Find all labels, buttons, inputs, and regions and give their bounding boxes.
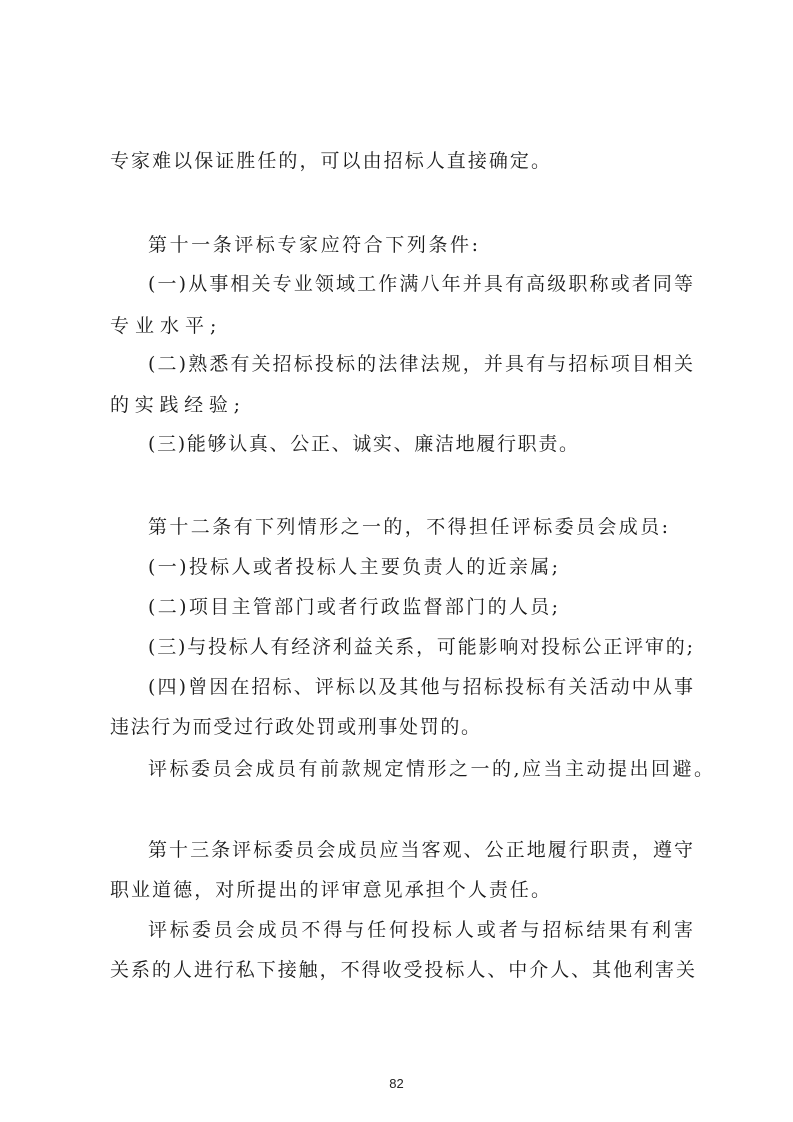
text-line: 关系的人进行私下接触，不得收受投标人、中介人、其他利害关 bbox=[110, 959, 697, 981]
text-line: 专业水平; bbox=[110, 315, 223, 337]
text-line: (一)投标人或者投标人主要负责人的近亲属; bbox=[148, 556, 561, 578]
article-heading: 第十三条评标委员会成员应当客观、公正地履行职责，遵守 bbox=[148, 839, 696, 861]
text-line: 违法行为而受过行政处罚或刑事处罚的。 bbox=[110, 716, 482, 738]
text-line: 职业道德，对所提出的评审意见承担个人责任。 bbox=[110, 879, 553, 901]
page-number: 82 bbox=[389, 1076, 404, 1091]
article-heading: 第十一条评标专家应符合下列条件: bbox=[148, 234, 481, 256]
text-line: (四)曾因在招标、评标以及其他与招标投标有关活动中从事 bbox=[148, 676, 696, 698]
text-line: 的实践经验; bbox=[110, 394, 246, 416]
text-line: 评标委员会成员不得与任何投标人或者与招标结果有利害 bbox=[148, 919, 696, 941]
text-line: (三)与投标人有经济利益关系，可能影响对投标公正评审的; bbox=[148, 636, 695, 658]
text-line: (三)能够认真、公正、诚实、廉洁地履行职责。 bbox=[148, 433, 580, 455]
text-line: 专家难以保证胜任的，可以由招标人直接确定。 bbox=[110, 150, 553, 172]
text-line: (二)项目主管部门或者行政监督部门的人员; bbox=[148, 596, 561, 618]
article-heading: 第十二条有下列情形之一的，不得担任评标委员会成员: bbox=[148, 516, 671, 538]
text-line: (一)从事相关专业领域工作满八年并具有高级职称或者同等 bbox=[148, 273, 696, 295]
text-line: (二)熟悉有关招标投标的法律法规，并具有与招标项目相关 bbox=[148, 353, 696, 375]
text-line: 评标委员会成员有前款规定情形之一的,应当主动提出回避。 bbox=[148, 758, 716, 780]
